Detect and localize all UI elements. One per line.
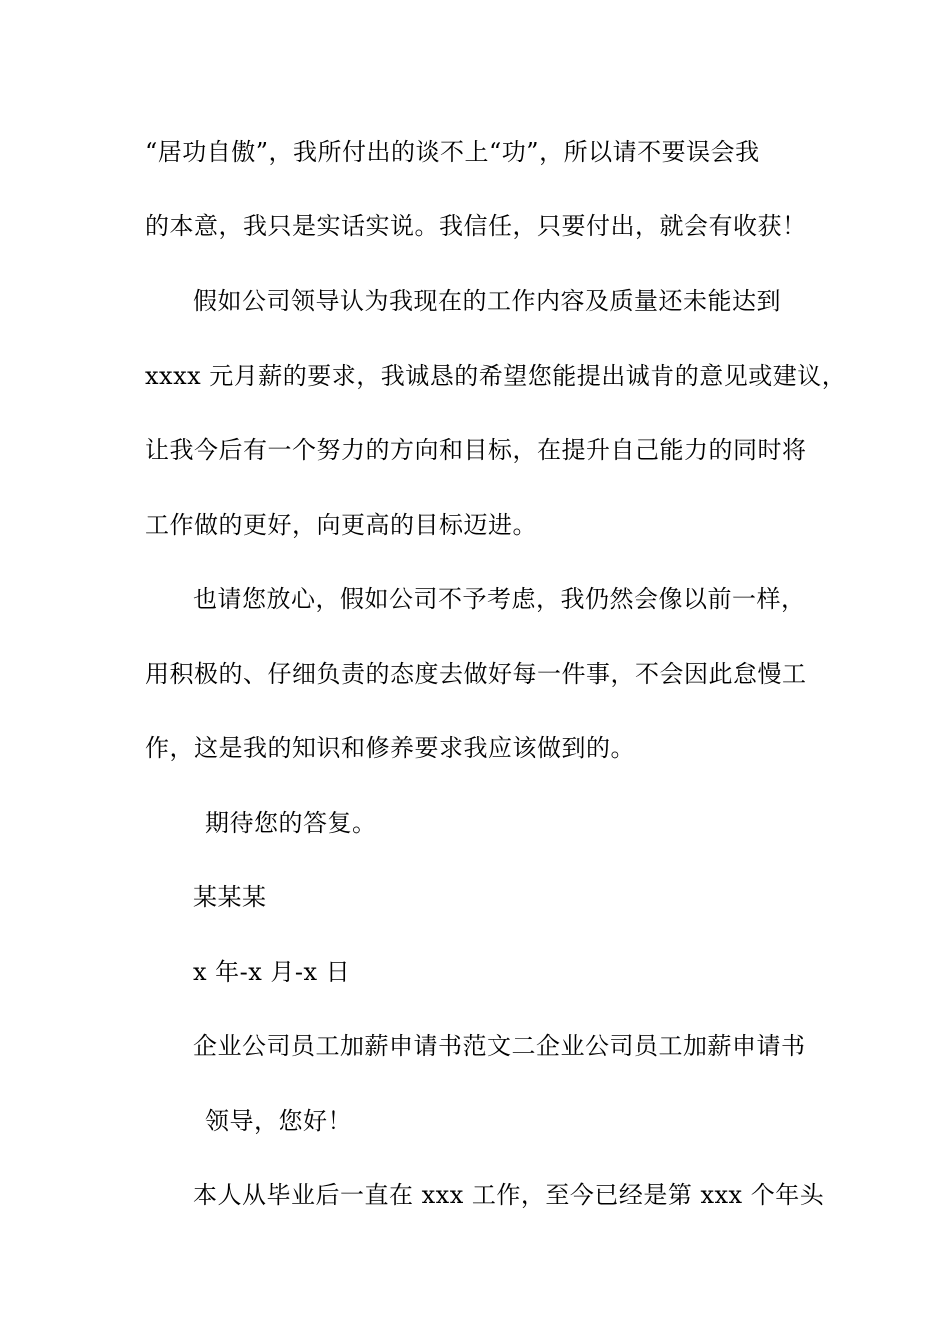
closing-line: 期待您的答复。 (205, 809, 377, 837)
paragraph-line: 本人从毕业后一直在 xxx 工作，至今已经是第 xxx 个年头 (193, 1181, 825, 1209)
paragraph-line: xxxx 元月薪的要求，我诚恳的希望您能提出诚肯的意见或建议， (145, 362, 847, 390)
signature-date: x 年-x 月-x 日 (193, 958, 351, 986)
salutation: 领导，您好！ (205, 1107, 352, 1135)
paragraph-line: 作，这是我的知识和修养要求我应该做到的。 (145, 734, 635, 762)
paragraph-line: 也请您放心，假如公司不予考虑，我仍然会像以前一样， (193, 585, 806, 613)
paragraph-line: 让我今后有一个努力的方向和目标，在提升自己能力的同时将 (145, 436, 807, 464)
signature-name: 某某某 (193, 883, 267, 911)
section-title: 企业公司员工加薪申请书范文二企业公司员工加薪申请书 (193, 1032, 806, 1060)
paragraph-line: 的本意，我只是实话实说。我信任，只要付出，就会有收获！ (145, 212, 807, 240)
paragraph-line: 用积极的、仔细负责的态度去做好每一件事，不会因此怠慢工 (145, 660, 807, 688)
paragraph-line: “居功自傲”，我所付出的谈不上“功”，所以请不要误会我 (145, 138, 760, 166)
paragraph-line: 假如公司领导认为我现在的工作内容及质量还未能达到 (193, 287, 781, 315)
paragraph-line: 工作做的更好，向更高的目标迈进。 (145, 511, 537, 539)
